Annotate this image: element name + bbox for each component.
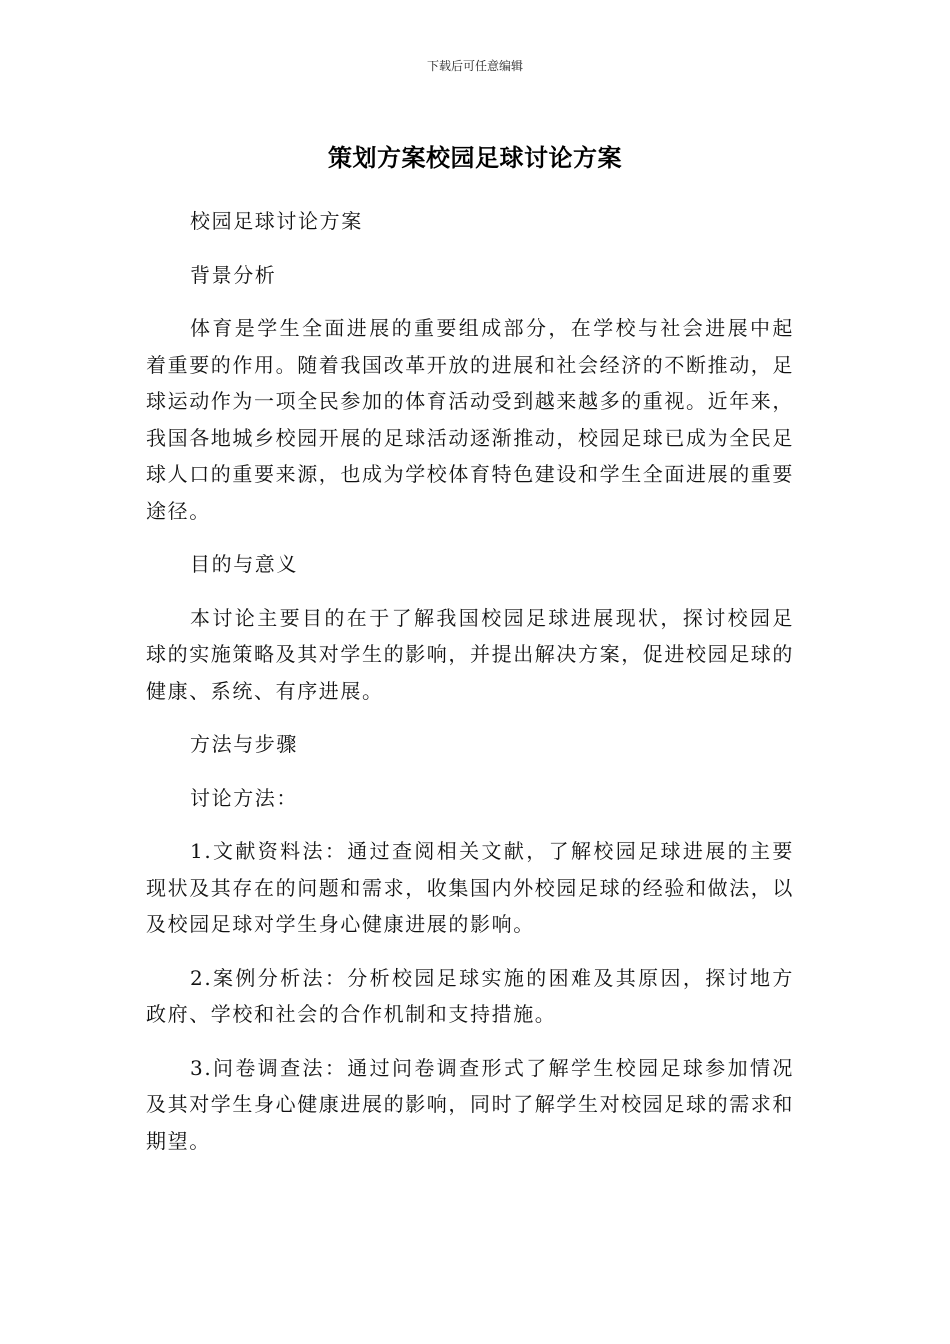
method-item-3: 3.问卷调查法：通过问卷调查形式了解学生校园足球参加情况及其对学生身心健康进展的影响，同时了解学生对校园足球的需求和期望。 (146, 1055, 794, 1153)
document-title: 策划方案校园足球讨论方案 (328, 144, 622, 172)
section-heading-methods: 方法与步骤 (190, 732, 298, 756)
section-heading-purpose: 目的与意义 (190, 552, 298, 576)
document-body (146, 203, 794, 1176)
methods-label: 讨论方法： (190, 785, 298, 810)
background-paragraph: 体育是学生全面进展的重要组成部分，在学校与社会进展中起着重要的作用。随着我国改革开放的进展和社会经济的不断推动，足球运动作为一项全民参加的体育活动受到越来越多的重视。近年来，我国各地城乡校园开展的足球活动逐渐推动，校园足球已成为全民足球人口的重要来源，也成为学校体育特色建设和学生全面进展的重要途径。 (146, 316, 794, 523)
method-item-1: 1.文献资料法：通过查阅相关文献，了解校园足球进展的主要现状及其存在的问题和需求，收集国内外校园足球的经验和做法，以及校园足球对学生身心健康进展的影响。 (146, 839, 794, 936)
header-note: 下载后可任意编辑 (426, 59, 523, 73)
section-heading-background: 背景分析 (190, 262, 277, 287)
method-item-2: 2.案例分析法：分析校园足球实施的困难及其原因，探讨地方政府、学校和社会的合作机制和支持措施。 (146, 965, 794, 1026)
purpose-paragraph: 本讨论主要目的在于了解我国校园足球进展现状，探讨校园足球的实施策略及其对学生的影响，并提出解决方案，促进校园足球的健康、系统、有序进展。 (146, 605, 794, 703)
subtitle-paragraph: 校园足球讨论方案 (190, 209, 363, 233)
